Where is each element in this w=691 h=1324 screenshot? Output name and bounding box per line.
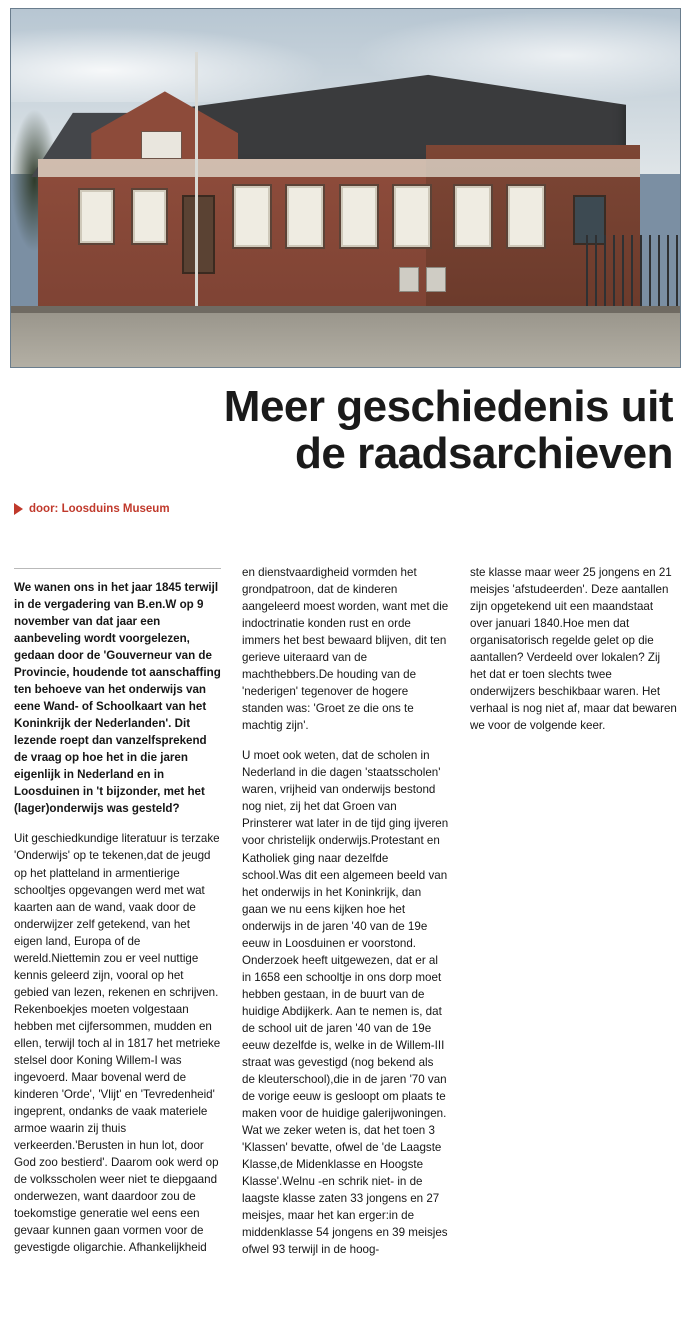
byline-text: door: Loosduins Museum [29, 503, 170, 516]
article-page [0, 8, 691, 1324]
photo-gable-window [141, 131, 181, 160]
photo-window [131, 188, 168, 245]
photo-bin [426, 267, 446, 292]
page-title [18, 384, 673, 477]
paragraph: en dienstvaardigheid vormden het grondpatroon, dat de kinderen aangeleerd moest worden, want met die indoctrinatie konden rust en orde immers het best bewaard blijven, dit ten gerieve uiteraard van de machthebbers.De houding van de 'nederigen' tegenover de hogere standen was: 'Groet ze die ons te machtig zijn'. [242, 566, 449, 733]
photo-window [78, 188, 115, 245]
byline [14, 503, 214, 515]
photo-ground [11, 313, 680, 367]
headline-line-2: de raadsarchieven [295, 428, 673, 478]
article-column-2 [242, 564, 449, 1324]
photo-window [506, 184, 546, 248]
article-photo [10, 8, 681, 368]
column-rule [14, 568, 221, 569]
article-column-1 [14, 564, 221, 1324]
photo-facade-band [38, 159, 640, 177]
headline-line-1: Meer geschiedenis uit [223, 382, 673, 431]
paragraph: Uit geschiedkundige literatuur is terzake 'Onderwijs' op te tekenen,dat de jeugd op het platteland in armentierige schooltjes opgevangen werd met wat kaarten aan de wand, vaak door de onderwijzer zelf getekend, van het eigen land, Europa of de wereld.Niettemin zou er veel nuttige kennis geleerd zijn, vooral op het gebied van lezen, rekenen en schrijven. Rekenboekjes moeten volgestaan hebben met cijfersommen, mudden en ellen, terwijl toch al in 1817 het metrieke stelsel door Koning Willem-I was ingevoerd. Maar bovenal werd de kinderen 'Orde', 'Vlijt' en 'Tevredenheid' ingeprent, ondanks de vaak materiele armoe waarin zij thuis verkeerden.'Berusten in hun lot, door God zoo bestierd'. Daarom ook werd op de volksscholen weer niet te diepgaand onderwezen, want daardoor zou de toekomstige generatie wel eens een gevaar kunnen gaan vormen voor de gevestigde oligarchie. Afhankelijkheid [14, 832, 221, 1255]
photo-window [392, 184, 432, 248]
photo-window [285, 184, 325, 248]
photo-window [339, 184, 379, 248]
photo-door [182, 195, 215, 274]
paragraph-lead: We wanen ons in het jaar 1845 terwijl in de vergadering van B.en.W op 9 november van dat jaar een aanbeveling wordt voorgelezen, gedaan door de 'Gouverneur van de Provincie, houdende tot aanschaffing ten behoeve van het onderwijs van eene Wand- of Schoolkaart van het Koninkrijk der Nederlanden'. Dit lezende roept dan vanzelfsprekend de vraag op hoe het in die jaren eigenlijk in Nederland en in Loosduinen in 't bijzonder, met het (lager)onderwijs was gesteld? [14, 581, 221, 816]
photo-window [232, 184, 272, 248]
photo-flagpole [195, 52, 198, 324]
article-columns [14, 564, 677, 1324]
article-column-3 [470, 564, 677, 1324]
photo-fence [586, 235, 680, 314]
photo-cloud-left [10, 23, 346, 102]
triangle-bullet-icon [14, 503, 23, 515]
paragraph: U moet ook weten, dat de scholen in Nederland in die dagen 'staatsscholen' waren, vrijheid van onderwijs bestond nog niet, zij het dat Groen van Prinsterer wat later in de tijd ging ijveren voor christelijk onderwijs.Protestant en Katholiek ging naar dezelfde school.Was dit een algemeen beeld van het onderwijs in het Koninkrijk, dan gaan we nu eens kijken hoe het onderwijs in de jaren '40 van de 19e eeuw in Loosduinen er voorstond. Onderzoek heeft uitgewezen, dat er al in 1658 een schooltje in ons dorp moet hebben gestaan, in de buurt van de huidige Abdijkerk. Aan te nemen is, dat de school uit de jaren '40 van de 19e eeuw dezelfde is, welke in de Willem-III straat was gevestigd (nog bekend als de kleuterschool),die in de jaren '70 van de vorige eeuw is gesloopt om plaats te maken voor de huidige galerijwoningen. Wat we zeker weten is, dat het toen 3 'Klassen' bevatte, ofwel de 'de Laagste Klasse,de Midenklasse en Hoogste Klasse'.Welnu -en schrik niet- in de laagste klasse zaten 33 jongens en 27 meisjes, maar het kan erger:in de middenklasse 54 jongens en 39 meisjes ofwel 93 terwijl in de hoog- [242, 749, 449, 1257]
photo-curb [11, 306, 680, 313]
paragraph: ste klasse maar weer 25 jongens en 21 meisjes 'afstudeerden'. Deze aantallen zijn opgetekend uit een maandstaat over januari 1840.Hoe men dat organisatorisch regelde gelet op die aantallen? Verdeeld over lokalen? Zij het dat er toen slechts twee onderwijzers beschikbaar waren. Het verhaal is nog niet af, maar dat bewaren we voor de volgende keer. [470, 566, 677, 733]
photo-bin [399, 267, 419, 292]
photo-window [453, 184, 493, 248]
